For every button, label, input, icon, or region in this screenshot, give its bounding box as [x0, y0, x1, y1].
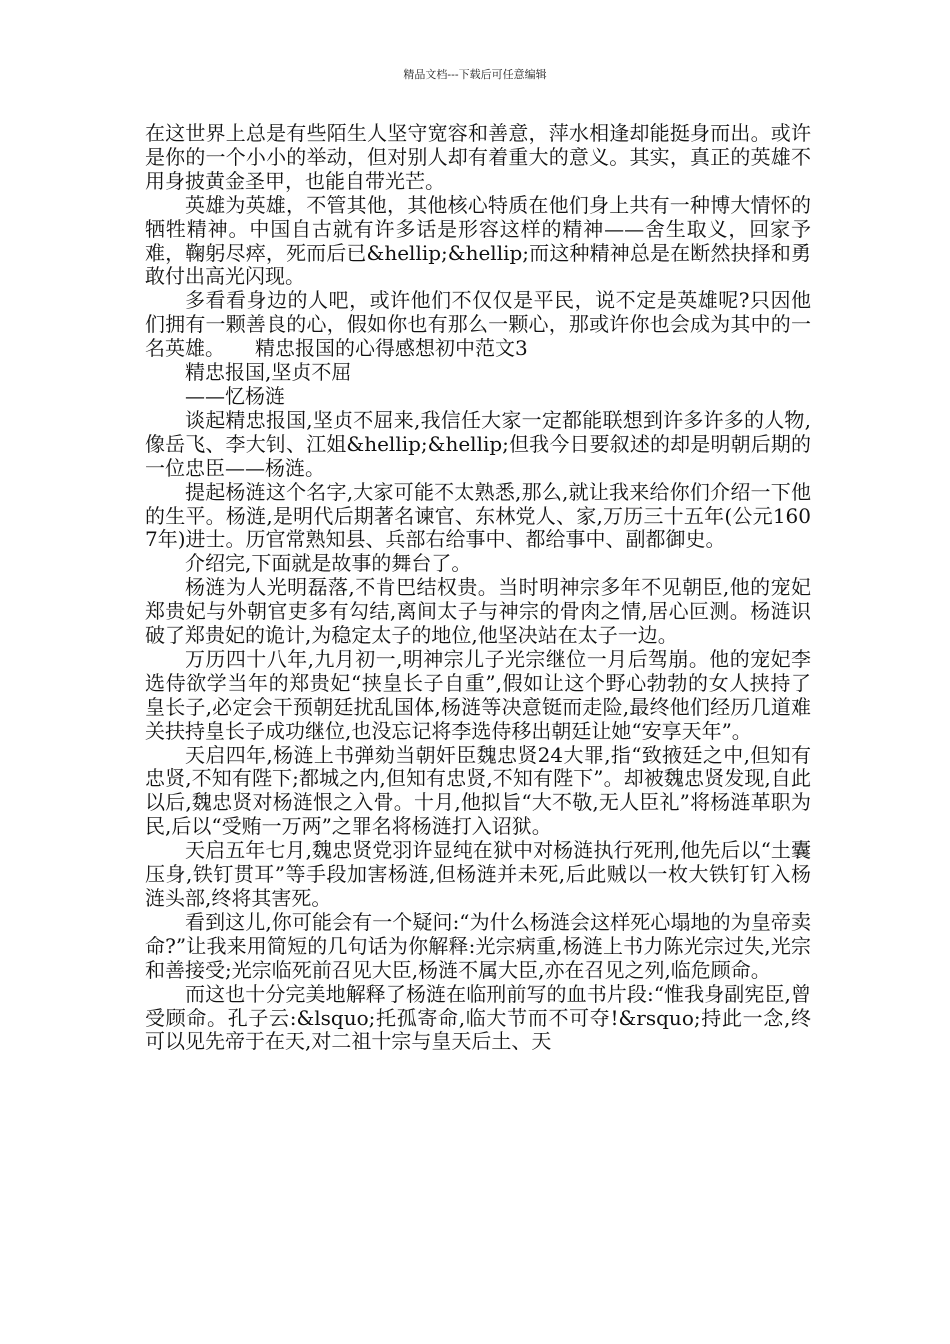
paragraph: 天启五年七月,魏忠贤党羽许显纯在狱中对杨涟执行死刑,他先后以“土囊压身,铁钉贯耳”等手段加害杨涟,但杨涟并未死,后此贼以一枚大铁钉钉入杨涟头部,终将其害死。: [145, 838, 811, 910]
paragraph: 杨涟为人光明磊落,不肯巴结权贵。当时明神宗多年不见朝臣,他的宠妃郑贵妃与外朝官吏多有勾结,离间太子与神宗的骨肉之情,居心叵测。杨涟识破了郑贵妃的诡计,为稳定太子的地位,他坚决站在太子一边。: [145, 575, 811, 648]
paragraph: 介绍完,下面就是故事的舞台了。: [185, 551, 472, 576]
paragraph: 而这也十分完美地解释了杨涟在临刑前写的血书片段:“惟我身副宪臣,曾受顾命。孔子云:&lsquo;托孤寄命,临大节而不可夺!&rsquo;持此一念,终可以见先帝于在天,对二祖十宗与皇天后土、天: [145, 981, 811, 1054]
paragraph: 万历四十八年,九月初一,明神宗儿子光宗继位一月后驾崩。他的宠妃李选侍欲学当年的郑贵妃“挟皇长子自重”,假如让这个野心勃勃的女人挟持了皇长子,必定会干预朝廷扰乱国体,杨涟等决意铤而走险,最终他们经历几道难关扶持皇长子成功继位,也没忘记将李选侍移出朝廷让她“安享天年”。: [145, 646, 811, 743]
page-header: 精品文档---下载后可任意编辑: [403, 68, 547, 81]
paragraph: 多看看身边的人吧，或许他们不仅仅是平民，说不定是英雄呢?只因他们拥有一颗善良的心，假如你也有那么一颗心，那或许你也会成为其中的一名英雄。 精忠报国的心得感想初中范文3: [145, 288, 811, 361]
paragraph: 天启四年,杨涟上书弹劾当朝奸臣魏忠贤24大罪,指“致掖廷之中,但知有忠贤,不知有陛下;都城之内,但知有忠贤,不知有陛下”。却被魏忠贤发现,自此以后,魏忠贤对杨涟恨之入骨。十月,他拟旨“大不敬,无人臣礼”将杨涟革职为民,后以“受贿一万两”之罪名将杨涟打入诏狱。: [145, 742, 811, 839]
paragraph: ——忆杨涟: [185, 383, 285, 408]
paragraph: 看到这儿,你可能会有一个疑问:“为什么杨涟会这样死心塌地的为皇帝卖命?”让我来用简短的几句话为你解释:光宗病重,杨涟上书力陈光宗过失,光宗和善接受;光宗临死前召见大臣,杨涟不属大臣,亦在召见之列,临危顾命。: [145, 909, 811, 982]
paragraph: 谈起精忠报国,坚贞不屈来,我信任大家一定都能联想到许多许多的人物,像岳飞、李大钊、江姐&hellip;&hellip;但我今日要叙述的却是明朝后期的一位忠臣——杨涟。: [145, 407, 811, 480]
paragraph: 在这世界上总是有些陌生人坚守宽容和善意，萍水相逢却能挺身而出。或许是你的一个小小的举动，但对别人却有着重大的意义。其实，真正的英雄不用身披黄金圣甲，也能自带光芒。: [145, 121, 811, 193]
paragraph: 精忠报国,坚贞不屈: [185, 360, 352, 385]
paragraph: 英雄为英雄，不管其他，其他核心特质在他们身上共有一种博大情怀的牺牲精神。中国自古就有许多话是形容这样的精神——舍生取义，回家予难，鞠躬尽瘁，死而后已&hellip;&hellip;而这种精神总是在断然抉择和勇敢付出高光闪现。: [145, 192, 811, 289]
paragraph: 提起杨涟这个名字,大家可能不太熟悉,那么,就让我来给你们介绍一下他的生平。杨涟,是明代后期著名谏官、东林党人、家,万历三十五年(公元1607年)进士。历官常熟知县、兵部右给事中、都给事中、副都御史。: [145, 479, 811, 552]
document-body: [145, 122, 811, 1054]
